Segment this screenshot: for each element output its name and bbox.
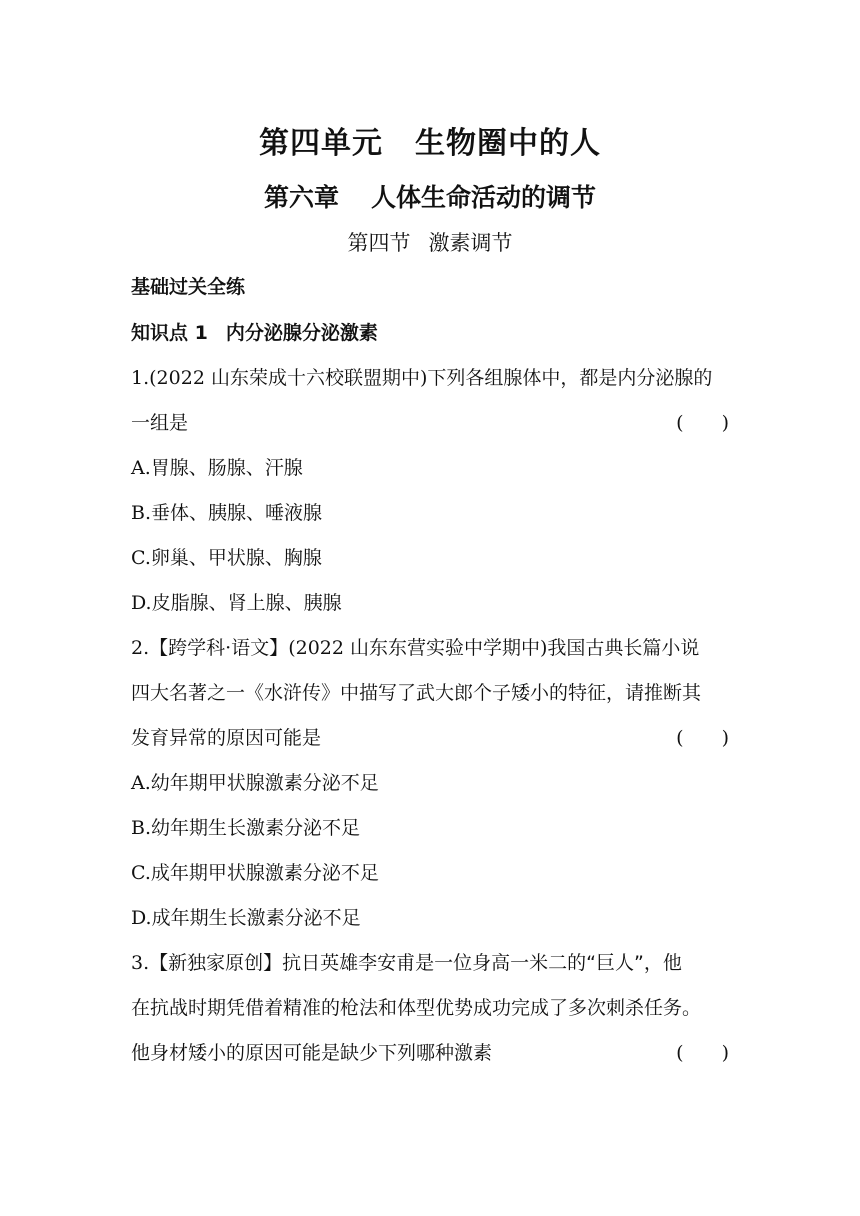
knowledge-point-label: 知识点 1 — [131, 322, 208, 344]
question-source: (2022 山东荣成十六校联盟期中) — [149, 367, 428, 389]
answer-bracket: ( ) — [676, 727, 729, 749]
knowledge-point-text: 内分泌腺分泌激素 — [225, 322, 378, 344]
option — [131, 768, 729, 795]
chapter-title-part1: 第六章 — [263, 183, 339, 212]
question-text: 在抗战时期凭借着精准的枪法和体型优势成功完成了多次刺杀任务。 — [131, 997, 702, 1019]
question-tag: 【新独家原创】 — [149, 952, 283, 974]
option-text: 卵巢、甲状腺、胸腺 — [150, 547, 322, 569]
option-text: 皮脂腺、肾上腺、胰腺 — [151, 592, 342, 614]
option-letter: B. — [131, 817, 152, 839]
unit-title-part2: 生物圈中的人 — [415, 126, 601, 161]
practice-heading: 基础过关全练 — [131, 276, 246, 298]
option — [131, 498, 729, 525]
question-1-line-2 — [131, 408, 729, 435]
option-letter: A. — [131, 457, 151, 479]
answer-bracket: ( ) — [676, 1042, 729, 1064]
question-2-line-3 — [131, 723, 729, 750]
chapter-title-part2: 人体生命活动的调节 — [371, 183, 597, 212]
option — [131, 588, 729, 615]
question-2-line-1 — [131, 633, 729, 660]
option-text: 幼年期生长激素分泌不足 — [151, 817, 361, 839]
question-text: 一组是 — [131, 412, 189, 434]
option-text: 成年期生长激素分泌不足 — [151, 907, 361, 929]
option-text: 成年期甲状腺激素分泌不足 — [150, 862, 379, 884]
option — [131, 813, 729, 840]
option-letter: A. — [131, 772, 151, 794]
question-3-line-3 — [131, 1038, 729, 1065]
answer-bracket: ( ) — [676, 412, 729, 434]
option-letter: C. — [131, 547, 151, 569]
option-letter: D. — [131, 907, 152, 929]
option-letter: C. — [131, 862, 151, 884]
question-text: 抗日英雄李安甫是一位身高一米二的“巨人”，他 — [282, 952, 682, 974]
question-3-line-1 — [131, 948, 729, 975]
option — [131, 543, 729, 570]
question-3-line-2 — [131, 993, 729, 1020]
question-text: 下列各组腺体中，都是内分泌腺的 — [427, 367, 713, 389]
unit-title — [0, 118, 860, 162]
question-source: (2022 山东东营实验中学期中) — [288, 637, 548, 659]
option-text: 幼年期甲状腺激素分泌不足 — [150, 772, 379, 794]
question-number: 3. — [131, 952, 150, 974]
question-1-line-1 — [131, 363, 729, 390]
option-text: 胃腺、肠腺、汗腺 — [150, 457, 303, 479]
question-text: 发育异常的原因可能是 — [131, 727, 322, 749]
question-number: 1. — [131, 367, 150, 389]
question-text: 四大名著之一《水浒传》中描写了武大郎个子矮小的特征，请推断其 — [131, 682, 702, 704]
option — [131, 858, 729, 885]
option — [131, 453, 729, 480]
question-number: 2. — [131, 637, 150, 659]
section-title — [0, 227, 860, 257]
knowledge-point-heading — [131, 318, 729, 345]
question-text: 我国古典长篇小说 — [547, 637, 700, 659]
option-letter: B. — [131, 502, 152, 524]
question-tag: 【跨学科·语文】 — [149, 637, 289, 659]
chapter-title — [0, 178, 860, 214]
section-title-part2: 激素调节 — [428, 231, 513, 255]
option-letter: D. — [131, 592, 152, 614]
unit-title-part1: 第四单元 — [259, 126, 383, 161]
section-title-part1: 第四节 — [347, 231, 411, 255]
question-text: 他身材矮小的原因可能是缺少下列哪种激素 — [131, 1042, 493, 1064]
question-2-line-2 — [131, 678, 729, 705]
option-text: 垂体、胰腺、唾液腺 — [151, 502, 323, 524]
option — [131, 903, 729, 930]
